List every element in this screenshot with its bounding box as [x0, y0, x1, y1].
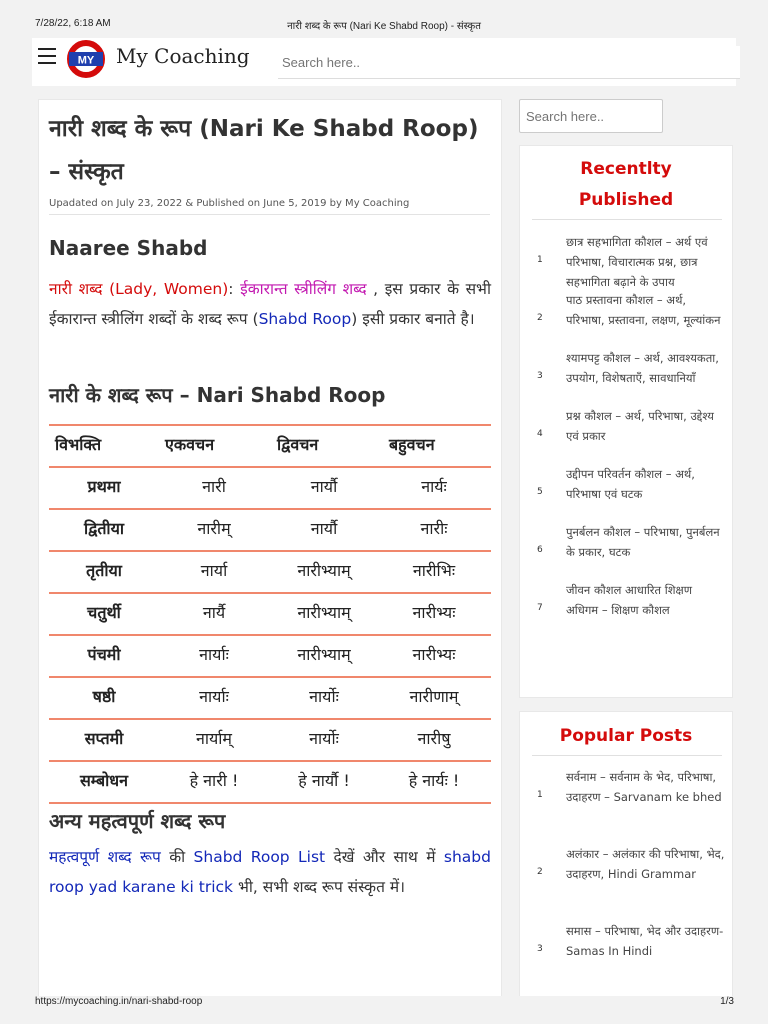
table-row-label: तृतीया	[86, 561, 122, 580]
sidebar-post-number: 2	[537, 867, 543, 877]
widget-divider	[532, 219, 722, 220]
print-doc-title: नारी शब्द के रूप (Nari Ke Shabd Roop) - संस्कृत	[287, 21, 481, 32]
table-row	[49, 634, 491, 676]
sidebar-post-link[interactable]: अलंकार – अलंकार की परिभाषा, भेद, उदाहरण, Hindi Grammar	[566, 847, 725, 881]
sidebar-post-number: 3	[537, 944, 543, 954]
table-cell: नारीभ्याम्	[297, 645, 351, 664]
table-cell: हे नारी !	[189, 771, 239, 790]
table-row-label: सप्तमी	[84, 729, 124, 748]
menu-icon[interactable]	[38, 48, 56, 64]
sidebar-post-link[interactable]: श्यामपट्ट कौशल – अर्थ, आवश्यकता, उपयोग, विशेषताएँ, सावधानियाँ	[566, 351, 719, 385]
table-row	[49, 508, 491, 550]
table-cell: नार्या	[200, 561, 228, 580]
sidebar-post-number: 1	[537, 790, 543, 800]
sidebar-search-input[interactable]	[519, 99, 663, 133]
table-row	[49, 592, 491, 634]
table-cell: नार्यै	[202, 603, 226, 622]
table-cell: हे नार्यः !	[408, 771, 460, 790]
table-row-label: षष्ठी	[92, 687, 116, 706]
widget-divider	[532, 755, 722, 756]
table-header-cell: एकवचन	[165, 435, 215, 454]
sidebar-post-number: 7	[537, 603, 543, 613]
sidebar-post-link[interactable]: छात्र सहभागिता कौशल – अर्थ एवं परिभाषा, विचारात्मक प्रश्न, छात्र सहभागिता बढ़ाने के उपाय	[566, 235, 708, 289]
recent-title-line1: Recentlty	[580, 159, 672, 179]
sidebar-post-number: 4	[537, 429, 543, 439]
sidebar-post-number: 2	[537, 313, 543, 323]
sidebar-post-number: 1	[537, 255, 543, 265]
section-heading-nari-shabd-roop: नारी के शब्द रूप – Nari Shabd Roop	[49, 383, 386, 407]
sidebar-post-link[interactable]: जीवन कौशल आधारित शिक्षण अधिगम – शिक्षण कौशल	[566, 583, 693, 617]
site-brand[interactable]: My Coaching	[116, 44, 250, 68]
table-row	[49, 760, 491, 804]
table-cell: नार्याः	[199, 687, 229, 706]
table-cell: नार्यौ	[310, 477, 338, 496]
table-cell: हे नार्यौ !	[298, 771, 350, 790]
logo-icon[interactable]	[67, 40, 105, 78]
table-cell: नारीम्	[197, 519, 231, 538]
print-header	[0, 0, 768, 38]
table-header-cell: विभक्ति	[55, 435, 102, 454]
sidebar-post-link[interactable]: पुनर्बलन कौशल – परिभाषा, पुनर्बलन के प्रकार, घटक	[566, 525, 720, 559]
section-heading-other-shabd-roop: अन्य महत्वपूर्ण शब्द रूप	[49, 809, 226, 833]
table-cell: नारीषु	[417, 729, 451, 748]
table-row-label: सम्बोधन	[79, 771, 129, 790]
closing-paragraph: महत्वपूर्ण शब्द रूप की Shabd Roop List देखें और साथ में shabd roop yad karane ki trick भी, सभी शब्द रूप संस्कृत में।	[49, 848, 491, 896]
table-cell: नारीभ्यः	[412, 645, 456, 664]
table-header-cell: बहुवचन	[389, 435, 435, 454]
link-important-shabd-roop[interactable]: महत्वपूर्ण शब्द रूप	[49, 848, 161, 866]
print-footer	[0, 996, 768, 1024]
table-row-label: चतुर्थी	[87, 603, 121, 622]
link-shabd-roop-trick[interactable]: shabd roop yad karane ki trick	[49, 848, 491, 896]
sidebar-post-link[interactable]: उद्दीपन परिवर्तन कौशल – अर्थ, परिभाषा एवं घटक	[566, 467, 695, 501]
link-shabd-roop-list[interactable]: Shabd Roop List	[193, 848, 326, 866]
table-cell: नार्याम्	[195, 729, 233, 748]
sidebar-post-number: 3	[537, 371, 543, 381]
popular-posts-widget	[519, 711, 733, 1003]
header-search-input[interactable]	[278, 46, 740, 79]
table-cell: नारी	[202, 477, 226, 496]
sidebar-post-number: 6	[537, 545, 543, 555]
table-cell: नारीभ्यः	[412, 603, 456, 622]
sidebar-post-link[interactable]: प्रश्न कौशल – अर्थ, परिभाषा, उद्देश्य एवं प्रकार	[566, 409, 714, 443]
intro-link-ikarant[interactable]: ईकारान्त स्त्रीलिंग शब्द	[240, 280, 367, 298]
table-cell: नारीः	[420, 519, 448, 538]
post-meta: Upadated on July 23, 2022 & Published on June 5, 2019 by My Coaching	[49, 198, 410, 209]
recent-posts-widget	[519, 145, 733, 698]
logo-text: MY	[77, 54, 95, 67]
popular-title: Popular Posts	[559, 726, 693, 746]
page-title: नारी शब्द के रूप (Nari Ke Shabd Roop) – संस्कृत	[49, 116, 479, 185]
table-header-row	[49, 424, 491, 466]
table-cell: नार्योः	[309, 687, 339, 706]
table-cell: नार्यः	[421, 477, 447, 496]
table-header-cell: द्विवचन	[277, 435, 319, 454]
intro-red-text: नारी शब्द (Lady, Women)	[49, 280, 229, 298]
shabd-roop-table	[49, 424, 491, 804]
sidebar-post-link[interactable]: सर्वनाम – सर्वनाम के भेद, परिभाषा, उदाहरण – Sarvanam ke bhed	[566, 770, 722, 804]
table-row	[49, 718, 491, 760]
print-datetime: 7/28/22, 6:18 AM	[35, 18, 111, 29]
table-row	[49, 550, 491, 592]
intro-link-shabd-roop[interactable]: Shabd Roop	[258, 310, 352, 328]
table-cell: नार्यौ	[310, 519, 338, 538]
section-heading-naaree: Naaree Shabd	[49, 236, 208, 260]
table-cell: नार्योः	[309, 729, 339, 748]
table-row-label: पंचमी	[87, 645, 121, 664]
sidebar-post-link[interactable]: पाठ प्रस्तावना कौशल – अर्थ, परिभाषा, प्रस्तावना, लक्षण, मूल्यांकन	[566, 293, 721, 327]
sidebar-post-number: 5	[537, 487, 543, 497]
recent-title-line2: Published	[578, 190, 674, 210]
site-header	[32, 38, 736, 86]
table-cell: नारीभ्याम्	[297, 561, 351, 580]
table-row	[49, 676, 491, 718]
table-cell: नारीभिः	[412, 561, 456, 580]
table-row-label: प्रथमा	[87, 477, 121, 496]
table-row	[49, 466, 491, 508]
article-card	[38, 99, 502, 1001]
table-cell: नारीणाम्	[409, 687, 459, 706]
meta-divider	[49, 214, 490, 215]
print-url: https://mycoaching.in/nari-shabd-roop	[35, 996, 203, 1007]
table-row-label: द्वितीया	[83, 519, 125, 538]
sidebar-post-link[interactable]: समास – परिभाषा, भेद और उदाहरण- Samas In Hindi	[566, 924, 724, 958]
table-cell: नार्याः	[199, 645, 229, 664]
print-page-number: 1/3	[720, 996, 734, 1007]
table-cell: नारीभ्याम्	[297, 603, 351, 622]
intro-paragraph: नारी शब्द (Lady, Women): ईकारान्त स्त्रीलिंग शब्द , इस प्रकार के सभी ईकारान्त स्त्रीलिंग शब्दों के शब्द रूप (Shabd Roop) इसी प्रकार बनाते है।	[49, 280, 491, 328]
